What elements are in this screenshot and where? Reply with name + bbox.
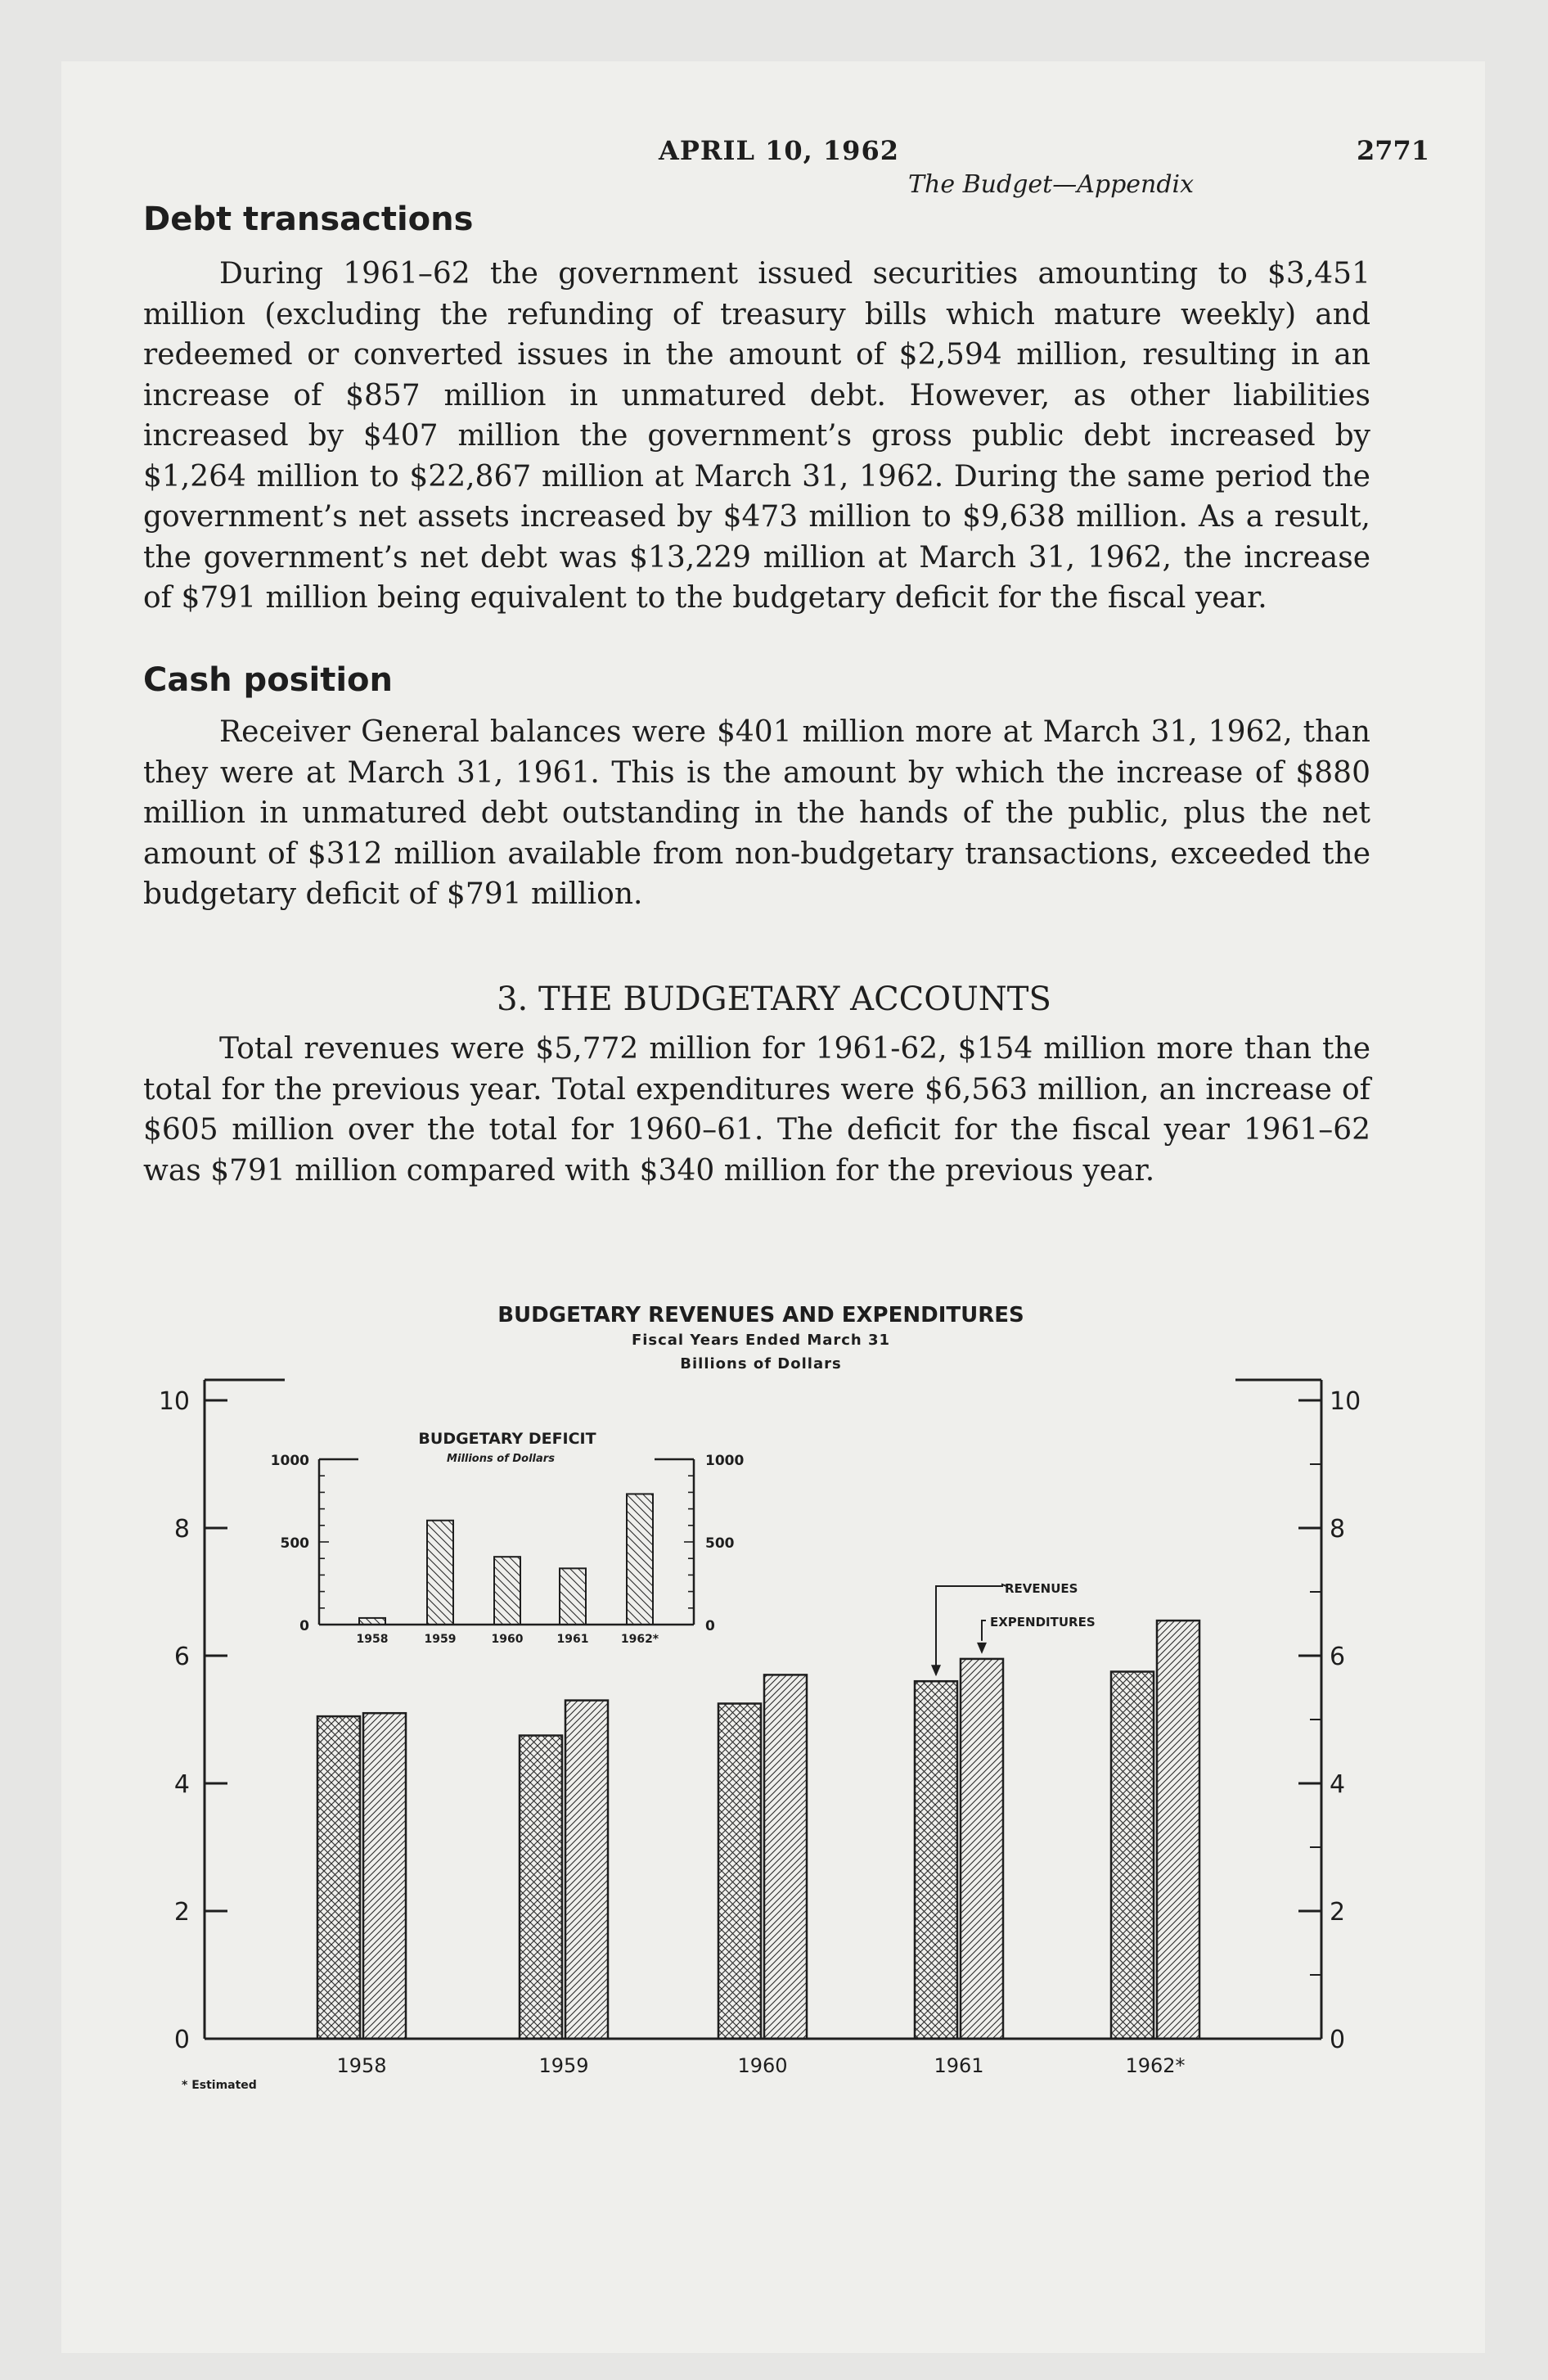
deficit-bar-1962 bbox=[627, 1494, 653, 1625]
budgetary-accounts-heading: 3. THE BUDGETARY ACCOUNTS bbox=[497, 980, 1051, 1018]
inset-x-tick-label: 1958 bbox=[356, 1633, 389, 1646]
section-label: The Budget—Appendix bbox=[908, 170, 1195, 199]
y-tick-label-right: 8 bbox=[1330, 1515, 1346, 1544]
y-tick-label-left: 2 bbox=[173, 1898, 190, 1927]
y-tick-label-left: 6 bbox=[173, 1643, 190, 1671]
inset-x-tick-label: 1962* bbox=[620, 1633, 659, 1646]
inset-y-tick-left: 0 bbox=[299, 1618, 309, 1634]
x-tick-label: 1960 bbox=[737, 2054, 788, 2077]
legend-expenditures: EXPENDITURES bbox=[990, 1615, 1096, 1629]
inset-y-tick-left: 500 bbox=[280, 1535, 309, 1552]
budgetary-accounts-paragraph: Total revenues were $5,772 million for 1961-62, $154 million more than the total for the previous year. Total expenditures were $6,563 million, an increase of $605 million over the total for 1960–61. The deficit for the fiscal year 1961–62 was $791 million compared with $340 million for the previous year. bbox=[143, 1032, 1370, 1188]
expenditure-bar-1960 bbox=[764, 1675, 807, 2039]
inset-y-tick-right: 500 bbox=[705, 1535, 735, 1552]
x-tick-label: 1961 bbox=[934, 2054, 984, 2077]
estimated-footnote: * Estimated bbox=[182, 2079, 257, 2092]
debt-transactions-heading: Debt transactions bbox=[143, 201, 474, 238]
expenditures-leader-line bbox=[982, 1620, 986, 1641]
main-chart-title: BUDGETARY REVENUES AND EXPENDITURES bbox=[497, 1303, 1024, 1327]
x-tick-label: 1958 bbox=[336, 2054, 387, 2077]
y-tick-label-right: 2 bbox=[1330, 1898, 1346, 1927]
y-tick-label-left: 10 bbox=[158, 1387, 190, 1416]
expenditures-arrowhead bbox=[977, 1643, 987, 1654]
revenue-bar-1958 bbox=[317, 1716, 360, 2039]
deficit-bar-1961 bbox=[560, 1568, 586, 1625]
inset-y-tick-right: 0 bbox=[705, 1618, 715, 1634]
revenue-bar-1961 bbox=[915, 1681, 957, 2039]
revenue-bar-1959 bbox=[520, 1736, 562, 2040]
deficit-bar-1958 bbox=[359, 1618, 385, 1625]
page-number: 2771 bbox=[1357, 135, 1430, 166]
inset-ylabel: Millions of Dollars bbox=[447, 1453, 555, 1465]
y-tick-label-left: 0 bbox=[173, 2026, 190, 2054]
debt-transactions-paragraph: During 1961–62 the government issued securities amounting to $3,451 million (excluding the refunding of treasury bills which mature weekly) and redeemed or converted issues in the amount of $2,594 million, resulting in an increase of $857 million in unmatured debt. However, as other liabilities increased by $407 million the government’s gross public debt increased by $1,264 million to $22,867 million at March 31, 1962. During the same period the government’s net assets increased by $473 million to $9,638 million. As a result, the government’s net debt was $13,229 million at March 31, 1962, the increase of $791 million being equivalent to the budgetary deficit for the fiscal year. bbox=[143, 257, 1370, 615]
y-tick-label-right: 0 bbox=[1330, 2026, 1346, 2054]
deficit-bar-1959 bbox=[427, 1521, 453, 1625]
cash-position-heading: Cash position bbox=[143, 661, 393, 699]
y-tick-label-right: 4 bbox=[1330, 1770, 1346, 1799]
y-tick-label-right: 10 bbox=[1330, 1387, 1361, 1416]
inset-x-tick-label: 1959 bbox=[424, 1633, 457, 1646]
revenues-arrowhead bbox=[931, 1665, 941, 1676]
inset-x-tick-label: 1960 bbox=[491, 1633, 524, 1646]
revenue-bar-1960 bbox=[718, 1704, 761, 2040]
inset-title: BUDGETARY DEFICIT bbox=[418, 1430, 596, 1448]
main-chart-subtitle: Fiscal Years Ended March 31 bbox=[631, 1332, 891, 1349]
inset-x-tick-label: 1961 bbox=[556, 1633, 589, 1646]
legend-revenues: REVENUES bbox=[1005, 1581, 1078, 1596]
expenditure-bar-1962 bbox=[1157, 1620, 1199, 2039]
expenditure-bar-1958 bbox=[363, 1713, 406, 2039]
inset-y-tick-left: 1000 bbox=[270, 1453, 309, 1469]
revenue-bar-1962 bbox=[1111, 1672, 1154, 2040]
x-tick-label: 1962* bbox=[1125, 2054, 1186, 2077]
cash-position-paragraph: Receiver General balances were $401 million more at March 31, 1962, than they were at March 31, 1961. This is the amount by which the increase of $880 million in unmatured debt outstanding in the hands of the public, plus the net amount of $312 million available from non-budgetary transactions, exceeded the budgetary deficit of $791 million. bbox=[143, 715, 1370, 911]
y-tick-label-left: 8 bbox=[173, 1515, 190, 1544]
x-tick-label: 1959 bbox=[538, 2054, 589, 2077]
y-tick-label-right: 6 bbox=[1330, 1643, 1346, 1671]
main-chart-ylabel: Billions of Dollars bbox=[680, 1355, 842, 1373]
expenditure-bar-1959 bbox=[565, 1701, 608, 2039]
deficit-bar-1960 bbox=[494, 1557, 520, 1625]
expenditure-bar-1961 bbox=[961, 1659, 1003, 2039]
running-head-date: APRIL 10, 1962 bbox=[659, 135, 899, 166]
y-tick-label-left: 4 bbox=[173, 1770, 190, 1799]
inset-y-tick-right: 1000 bbox=[705, 1453, 745, 1469]
